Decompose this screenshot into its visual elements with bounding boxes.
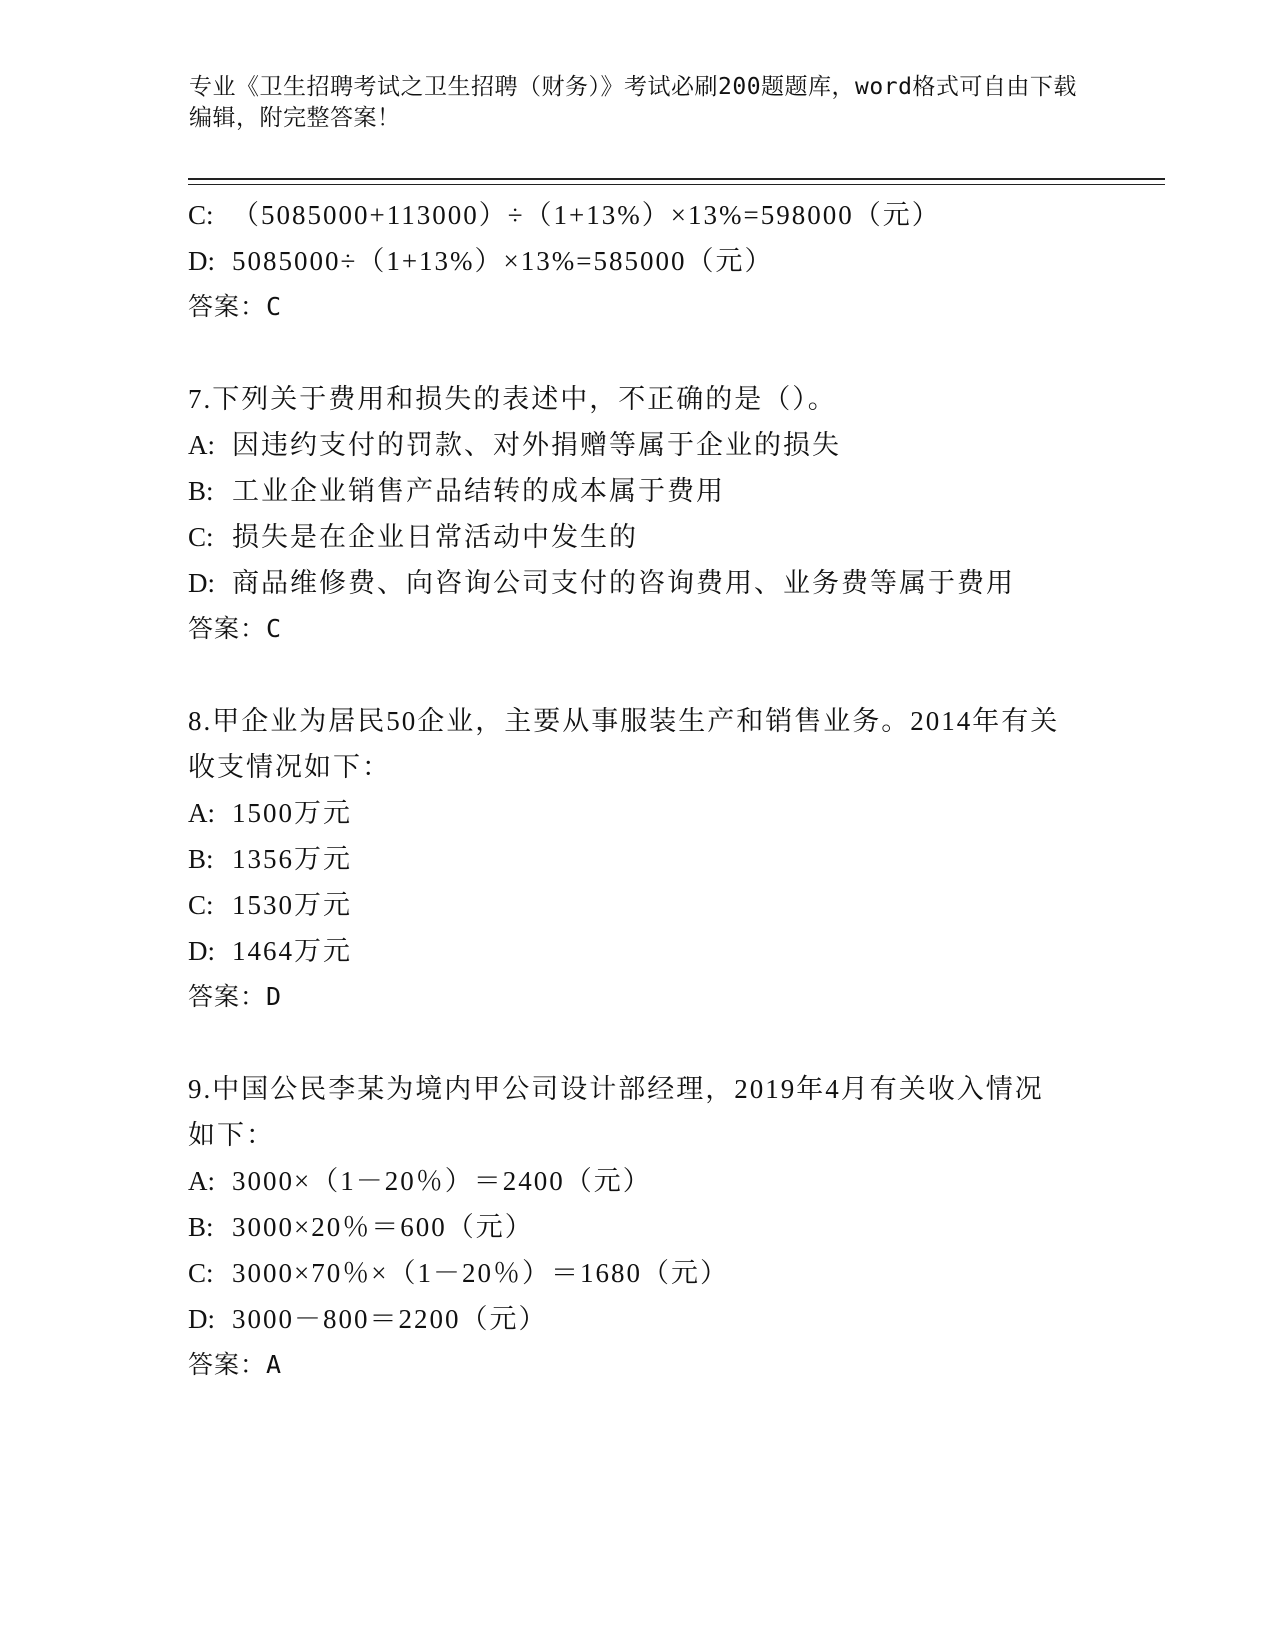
option-text: 1500万元 — [232, 798, 352, 828]
option-text: 1530万元 — [232, 890, 352, 920]
option-d — [188, 238, 1148, 284]
spacer — [188, 652, 1148, 698]
option-a — [188, 1158, 1148, 1204]
option-key: B: — [188, 476, 214, 506]
question-9 — [188, 1066, 1148, 1388]
option-text: 工业企业销售产品结转的成本属于费用 — [232, 476, 725, 506]
header-divider-thick — [188, 178, 1165, 180]
question-stem: 9.中国公民李某为境内甲公司设计部经理，2019年4月有关收入情况如下： — [188, 1074, 1044, 1150]
option-b — [188, 1204, 1148, 1250]
question-list — [188, 192, 1148, 1388]
option-d — [188, 560, 1148, 606]
option-c — [188, 192, 1148, 238]
option-key: C: — [188, 890, 214, 920]
answer-line: 答案：C — [188, 292, 283, 321]
option-text: 商品维修费、向咨询公司支付的咨询费用、业务费等属于费用 — [232, 568, 1015, 598]
option-text: 3000×70％×（1－20％）＝1680（元） — [232, 1258, 729, 1288]
option-text: 3000×20％＝600（元） — [232, 1212, 534, 1242]
option-text: 1464万元 — [232, 936, 352, 966]
option-text: 因违约支付的罚款、对外捐赠等属于企业的损失 — [232, 430, 841, 460]
partial-question — [188, 192, 1148, 330]
option-d — [188, 1296, 1148, 1342]
option-c — [188, 514, 1148, 560]
option-text: （5085000+113000）÷（1+13%）×13%=598000（元） — [232, 200, 941, 230]
option-b — [188, 468, 1148, 514]
option-a — [188, 790, 1148, 836]
option-text: 5085000÷（1+13%）×13%=585000（元） — [232, 246, 774, 276]
document-header: 专业《卫生招聘考试之卫生招聘（财务）》考试必刷200题题库，word格式可自由下载编辑，附完整答案！ — [189, 74, 1077, 131]
option-text: 1356万元 — [232, 844, 352, 874]
answer-line: 答案：C — [188, 614, 283, 643]
option-c — [188, 882, 1148, 928]
question-8 — [188, 698, 1148, 1020]
option-d — [188, 928, 1148, 974]
question-stem: 8.甲企业为居民50企业，主要从事服装生产和销售业务。2014年有关收支情况如下： — [188, 706, 1060, 782]
header-divider-thin — [188, 184, 1165, 185]
option-key: D: — [188, 568, 215, 598]
question-stem: 7.下列关于费用和损失的表述中，不正确的是（）。 — [188, 384, 837, 414]
option-key: D: — [188, 246, 215, 276]
option-b — [188, 836, 1148, 882]
option-c — [188, 1250, 1148, 1296]
option-key: B: — [188, 844, 214, 874]
option-key: A: — [188, 798, 215, 828]
option-a — [188, 422, 1148, 468]
option-key: B: — [188, 1212, 214, 1242]
option-key: C: — [188, 522, 214, 552]
option-text: 3000－800＝2200（元） — [232, 1304, 548, 1334]
option-key: D: — [188, 936, 215, 966]
option-key: C: — [188, 200, 214, 230]
spacer — [188, 1020, 1148, 1066]
option-key: A: — [188, 430, 215, 460]
option-key: A: — [188, 1166, 215, 1196]
spacer — [188, 330, 1148, 376]
option-text: 损失是在企业日常活动中发生的 — [232, 522, 638, 552]
option-key: C: — [188, 1258, 214, 1288]
option-key: D: — [188, 1304, 215, 1334]
question-7 — [188, 376, 1148, 652]
answer-line: 答案：D — [188, 982, 283, 1011]
answer-line: 答案：A — [188, 1350, 283, 1379]
option-text: 3000×（1－20％）＝2400（元） — [232, 1166, 652, 1196]
